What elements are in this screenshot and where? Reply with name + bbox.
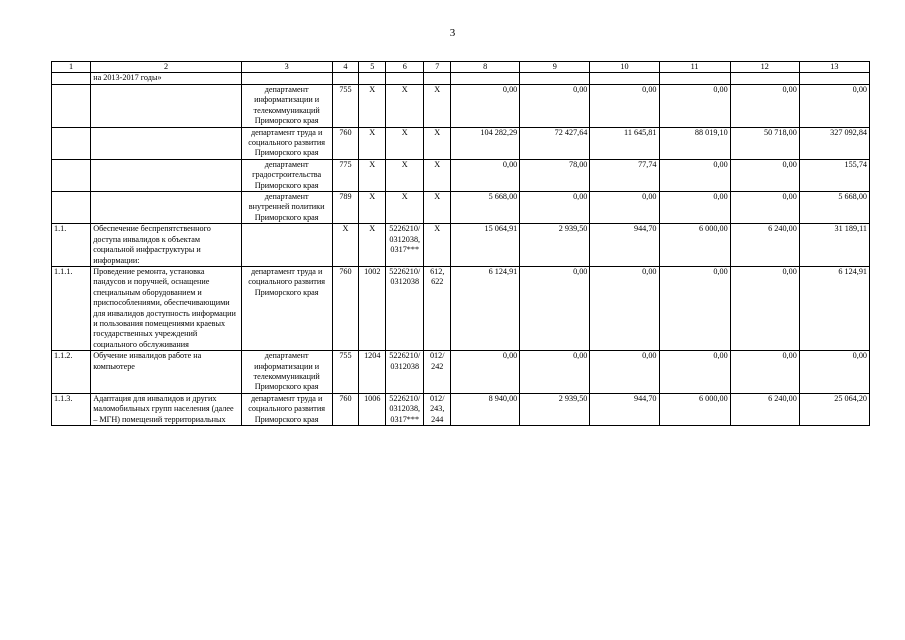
value-2017-cell: 6 240,00 [730, 224, 799, 267]
target-article-cell: X [386, 85, 424, 128]
column-header: 8 [451, 62, 520, 73]
code-cell: 760 [332, 266, 359, 350]
target-article-cell: 5226210/ 0312038 [386, 266, 424, 350]
value-2016-cell: 0,00 [659, 266, 730, 350]
department-cell: департамент труда и социального развития Приморского края [241, 393, 332, 425]
value-2013-cell: 0,00 [451, 85, 520, 128]
description-cell [91, 159, 242, 191]
budget-table [51, 61, 870, 426]
section-cell: 1006 [359, 393, 386, 425]
code-cell: 755 [332, 351, 359, 394]
value-2015-cell: 0,00 [590, 351, 659, 394]
value-2017-cell: 0,00 [730, 192, 799, 224]
value-2016-cell: 0,00 [659, 159, 730, 191]
column-header: 6 [386, 62, 424, 73]
section-cell: X [359, 85, 386, 128]
table-row [52, 192, 870, 224]
column-header: 9 [520, 62, 590, 73]
description-cell: Адаптация для инвалидов и других маломобильных групп населения (далее – МГН) помещений территориальных [91, 393, 242, 425]
value-2017-cell: 6 240,00 [730, 393, 799, 425]
code-cell: 755 [332, 85, 359, 128]
value-total-cell: 31 189,11 [799, 224, 869, 267]
code-cell: X [332, 224, 359, 267]
value-total-cell: 0,00 [799, 85, 869, 128]
value-total-cell: 6 124,91 [799, 266, 869, 350]
row-number-cell: 1.1.1. [52, 266, 91, 350]
continuation-row [52, 73, 870, 85]
table-row [52, 159, 870, 191]
value-2017-cell: 0,00 [730, 85, 799, 128]
department-cell: департамент труда и социального развития Приморского края [241, 127, 332, 159]
table-row [52, 351, 870, 394]
value-2013-cell: 6 124,91 [451, 266, 520, 350]
section-cell: 1204 [359, 351, 386, 394]
column-header: 12 [730, 62, 799, 73]
row-number-cell [52, 159, 91, 191]
value-2017-cell: 0,00 [730, 351, 799, 394]
section-cell: X [359, 127, 386, 159]
value-total-cell: 155,74 [799, 159, 869, 191]
column-header: 13 [799, 62, 869, 73]
column-header: 3 [241, 62, 332, 73]
expense-type-cell: 012/ 243, 244 [424, 393, 451, 425]
value-2013-cell: 104 282,29 [451, 127, 520, 159]
continuation-text: на 2013-2017 годы» [91, 73, 242, 85]
column-header: 7 [424, 62, 451, 73]
value-2016-cell: 0,00 [659, 351, 730, 394]
value-2015-cell: 77,74 [590, 159, 659, 191]
value-2016-cell: 0,00 [659, 192, 730, 224]
department-cell: департамент информатизации и телекоммуникаций Приморского края [241, 85, 332, 128]
value-2014-cell: 0,00 [520, 266, 590, 350]
description-cell [91, 85, 242, 128]
value-2017-cell: 0,00 [730, 159, 799, 191]
value-2014-cell: 78,00 [520, 159, 590, 191]
value-total-cell: 25 064,20 [799, 393, 869, 425]
table-row [52, 224, 870, 267]
code-cell: 789 [332, 192, 359, 224]
description-cell: Обучение инвалидов работе на компьютере [91, 351, 242, 394]
target-article-cell: 5226210/ 0312038 [386, 351, 424, 394]
value-2013-cell: 8 940,00 [451, 393, 520, 425]
department-cell: департамент труда и социального развития Приморского края [241, 266, 332, 350]
table-row [52, 127, 870, 159]
value-2013-cell: 0,00 [451, 351, 520, 394]
value-2015-cell: 944,70 [590, 224, 659, 267]
department-cell: департамент градостроительства Приморского края [241, 159, 332, 191]
department-cell: департамент информатизации и телекоммуникаций Приморского края [241, 351, 332, 394]
column-header: 1 [52, 62, 91, 73]
section-cell: X [359, 224, 386, 267]
table-row [52, 85, 870, 128]
target-article-cell: X [386, 127, 424, 159]
value-2014-cell: 0,00 [520, 85, 590, 128]
value-2015-cell: 0,00 [590, 266, 659, 350]
description-cell: Обеспечение беспрепятственного доступа инвалидов к объектам социальной инфраструктуры и информации: [91, 224, 242, 267]
expense-type-cell: X [424, 192, 451, 224]
value-2014-cell: 2 939,50 [520, 393, 590, 425]
code-cell: 760 [332, 127, 359, 159]
value-2013-cell: 0,00 [451, 159, 520, 191]
value-total-cell: 327 092,84 [799, 127, 869, 159]
section-cell: 1002 [359, 266, 386, 350]
expense-type-cell: 612, 622 [424, 266, 451, 350]
column-header: 10 [590, 62, 659, 73]
row-number-cell: 1.1.3. [52, 393, 91, 425]
target-article-cell: 5226210/ 0312038, 0317*** [386, 224, 424, 267]
row-number-cell [52, 127, 91, 159]
target-article-cell: X [386, 159, 424, 191]
column-header: 5 [359, 62, 386, 73]
row-number-cell [52, 85, 91, 128]
description-cell [91, 192, 242, 224]
value-total-cell: 5 668,00 [799, 192, 869, 224]
code-cell: 760 [332, 393, 359, 425]
value-2014-cell: 72 427,64 [520, 127, 590, 159]
value-2016-cell: 88 019,10 [659, 127, 730, 159]
table-row [52, 266, 870, 350]
department-cell [241, 224, 332, 267]
section-cell: X [359, 192, 386, 224]
department-cell: департамент внутренней политики Приморского края [241, 192, 332, 224]
description-cell [91, 127, 242, 159]
value-2014-cell: 2 939,50 [520, 224, 590, 267]
expense-type-cell: X [424, 127, 451, 159]
value-2013-cell: 5 668,00 [451, 192, 520, 224]
value-2016-cell: 0,00 [659, 85, 730, 128]
target-article-cell: 5226210/ 0312038, 0317*** [386, 393, 424, 425]
row-number-cell: 1.1. [52, 224, 91, 267]
row-number-cell: 1.1.2. [52, 351, 91, 394]
expense-type-cell: X [424, 85, 451, 128]
section-cell: X [359, 159, 386, 191]
value-2016-cell: 6 000,00 [659, 393, 730, 425]
value-2015-cell: 944,70 [590, 393, 659, 425]
expense-type-cell: X [424, 224, 451, 267]
value-2017-cell: 0,00 [730, 266, 799, 350]
value-2014-cell: 0,00 [520, 192, 590, 224]
expense-type-cell: X [424, 159, 451, 191]
target-article-cell: X [386, 192, 424, 224]
value-total-cell: 0,00 [799, 351, 869, 394]
code-cell: 775 [332, 159, 359, 191]
value-2015-cell: 11 645,81 [590, 127, 659, 159]
value-2015-cell: 0,00 [590, 192, 659, 224]
page-number: 3 [449, 27, 456, 39]
description-cell: Проведение ремонта, установка пандусов и поручней, оснащение специальным оборудованием и приспособлениями, обеспечивающими для инвалидов доступность информации и пользования помещениями краевых государственных учреждений социального обслуживания [91, 266, 242, 350]
header-row [52, 62, 870, 73]
column-header: 4 [332, 62, 359, 73]
table-row [52, 393, 870, 425]
column-header: 2 [91, 62, 242, 73]
expense-type-cell: 012/ 242 [424, 351, 451, 394]
row-number-cell [52, 192, 91, 224]
value-2014-cell: 0,00 [520, 351, 590, 394]
value-2016-cell: 6 000,00 [659, 224, 730, 267]
column-header: 11 [659, 62, 730, 73]
value-2015-cell: 0,00 [590, 85, 659, 128]
value-2017-cell: 50 718,00 [730, 127, 799, 159]
value-2013-cell: 15 064,91 [451, 224, 520, 267]
